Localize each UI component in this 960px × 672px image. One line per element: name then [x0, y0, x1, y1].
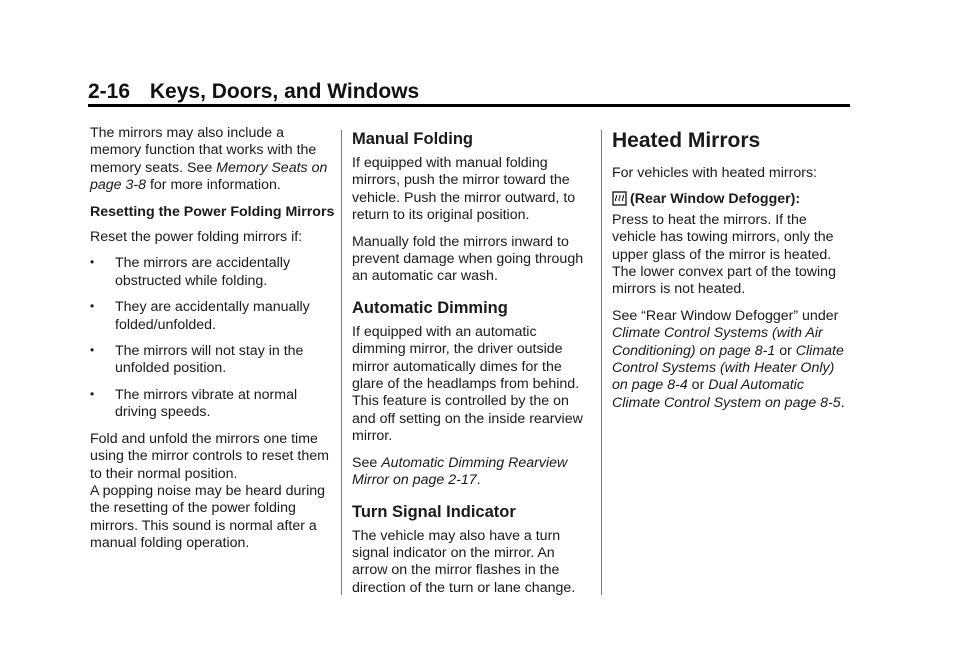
automatic-dimming-reference: See Automatic Dimming Rearview Mirror on page 2-17.: [352, 454, 568, 489]
column-left: [90, 125, 335, 553]
list-item: • The mirrors are accidentally obstructed while folding.: [90, 255, 291, 289]
list-item: • The mirrors vibrate at normal driving speeds.: [90, 386, 298, 421]
climate-heater-link[interactable]: Climate Control Systems (with Heater Only) on page 8-4: [612, 342, 844, 394]
column-divider: [341, 130, 342, 595]
bullet-icon: •: [90, 299, 95, 314]
dimming-rearview-link[interactable]: Automatic Dimming Rearview Mirror on page 2-17: [352, 454, 568, 489]
heated-mirrors-heading: Heated Mirrors: [612, 129, 761, 152]
rear-window-defogger-icon: [612, 191, 627, 211]
memory-intro: The mirrors may also include a memory function that works with the memory seats. See Memory Seats on page 3-8 for more information.: [90, 125, 328, 194]
reset-paragraph: Fold and unfold the mirrors one time using the mirror controls to reset them to their normal position. A popping noise may be heard during the resetting of the power folding mirrors. This sound is normal after a manual folding operation.: [90, 430, 329, 552]
turn-signal-text: The vehicle may also have a turn signal indicator on the mirror. An arrow on the mirror flashes in the direction of the turn or lane change.: [352, 527, 576, 596]
manual-folding-car-wash-text: Manually fold the mirrors inward to prevent damage when going through an automatic car wash.: [352, 233, 584, 285]
memory-seats-link[interactable]: Memory Seats on page 3-8: [90, 159, 328, 194]
page-number: 2-16: [88, 80, 131, 103]
turn-signal-heading: Turn Signal Indicator: [352, 502, 516, 521]
automatic-dimming-text: If equipped with an automatic dimming mirror, the driver outside mirror automatically dimes for the glare of the headlamps from behind. This feature is controlled by the on and off setting on the inside rearview mirror.: [352, 323, 583, 445]
section-title: Keys, Doors, and Windows: [149, 80, 420, 103]
manual-folding-heading: Manual Folding: [352, 130, 473, 148]
defogger-label: (Rear Window Defogger):: [630, 191, 801, 208]
bullet-icon: •: [90, 255, 95, 270]
resetting-subheading: Resetting the Power Folding Mirrors: [90, 203, 335, 220]
dual-climate-link[interactable]: Dual Automatic Climate Control System on page 8-5: [612, 377, 841, 411]
column-middle: [352, 129, 592, 606]
manual-folding-text: If equipped with manual folding mirrors, push the mirror toward the vehicle. Push the mirror outward, to return to its original position.: [352, 155, 576, 224]
climate-control-reference: See “Rear Window Defogger” under Climate Control Systems (with Air Conditioning) on page 8-1 or Climate Control Systems (with Heater Only) on page 8-4 or Dual Automatic Climate Control System on page 8-5.: [612, 307, 845, 411]
column-right: [612, 129, 854, 421]
header-rule: [88, 104, 850, 107]
automatic-dimming-heading: Automatic Dimming: [352, 298, 508, 317]
reset-lead: Reset the power folding mirrors if:: [90, 229, 303, 246]
page-header: [88, 80, 419, 104]
climate-ac-link[interactable]: Climate Control Systems (with Air Conditioning) on page 8-1: [612, 325, 823, 359]
reset-conditions-list: [90, 255, 335, 421]
list-item: • The mirrors will not stay in the unfolded position.: [90, 343, 304, 377]
list-item: • They are accidentally manually folded/unfolded.: [90, 299, 310, 333]
bullet-icon: •: [90, 343, 95, 358]
heated-mirrors-lead: For vehicles with heated mirrors:: [612, 165, 817, 181]
bullet-icon: •: [90, 386, 95, 401]
defogger-description: (Rear Window Defogger): Press to heat the mirrors. If the vehicle has towing mirrors, only the upper glass of the mirror is heated. The lower convex part of the towing mirrors is not heated.: [612, 191, 836, 298]
column-divider: [601, 130, 602, 595]
